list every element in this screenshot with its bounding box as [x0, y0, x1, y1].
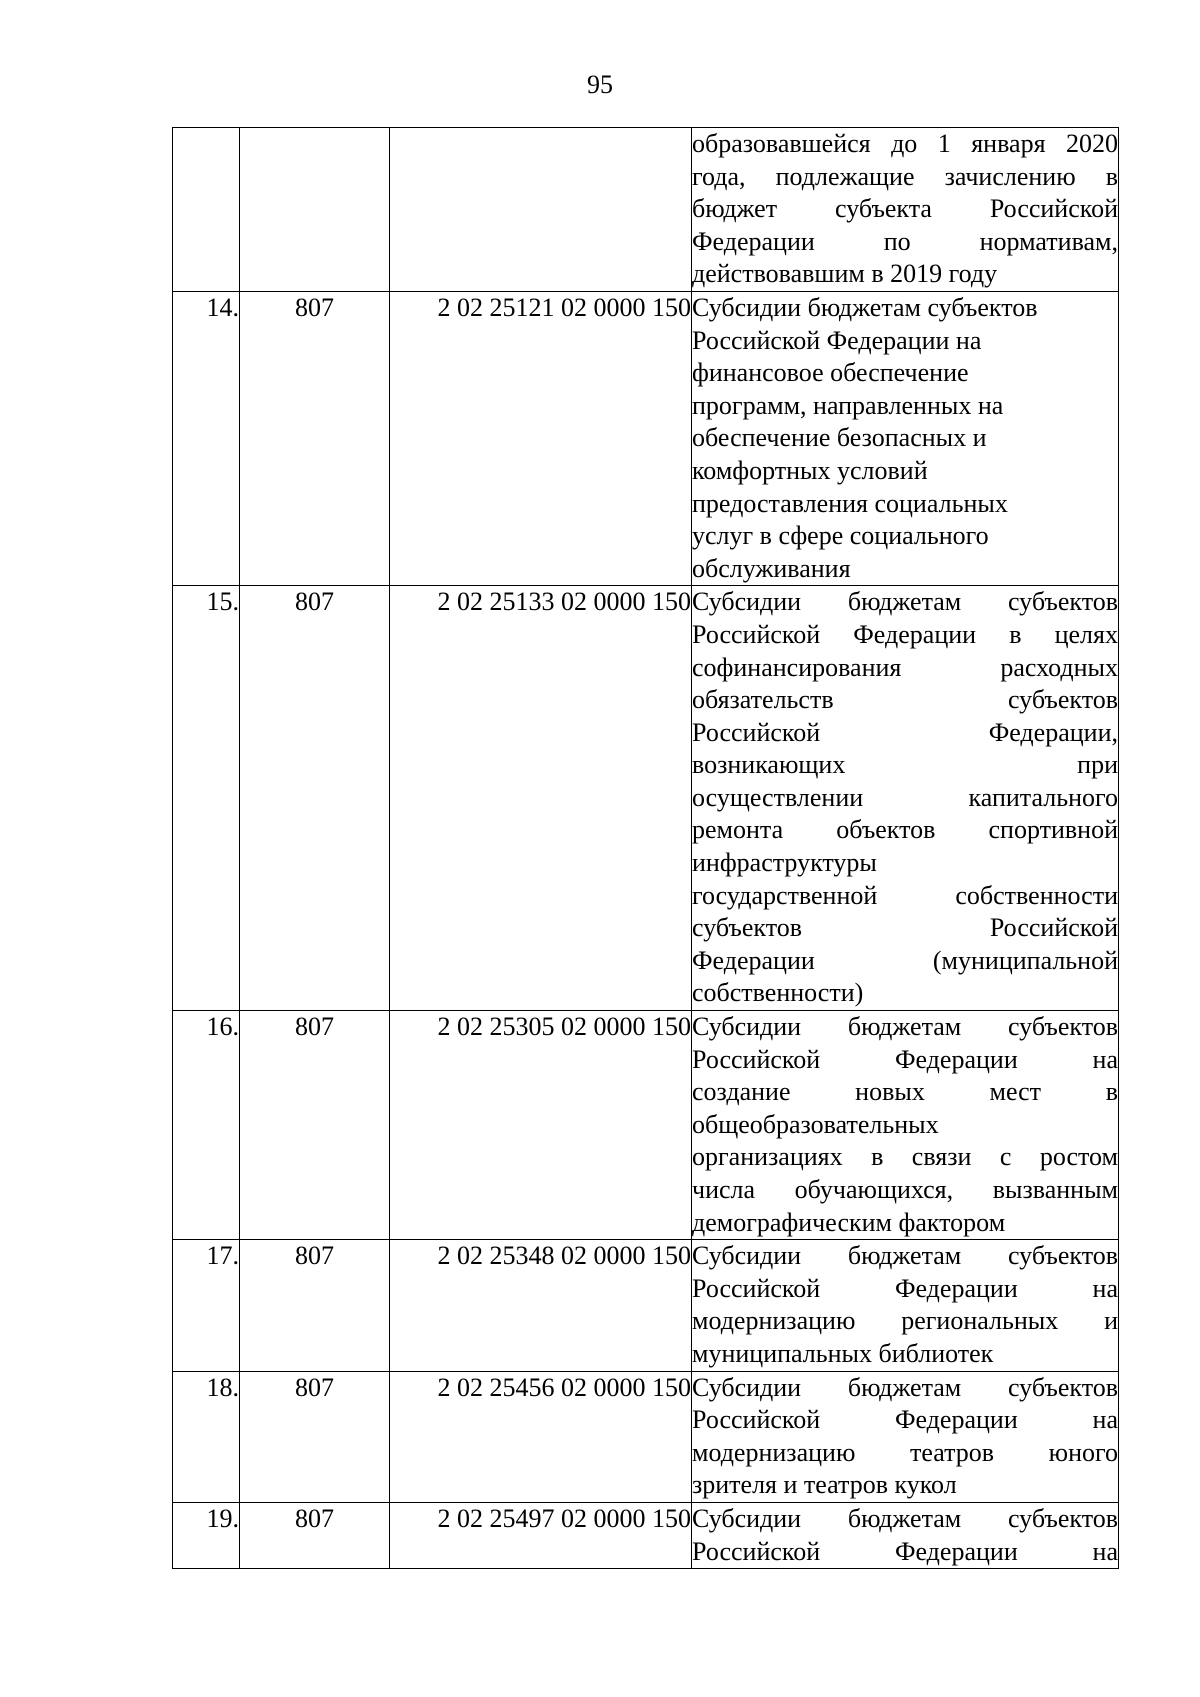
row-number-cell: 15.: [173, 586, 240, 1011]
description-line: Российской Федерации,: [692, 717, 1118, 747]
description-line: Федерации по нормативам,: [692, 226, 1118, 256]
revenue-description-cell: [692, 1240, 1119, 1371]
description-line: Субсидии бюджетам субъектов: [692, 292, 1038, 322]
revenue-description-cell: [692, 1371, 1119, 1502]
row-number-cell: 17.: [173, 1240, 240, 1371]
description-line: софинансирования расходных: [692, 652, 1118, 682]
description-line: комфортных условий: [692, 455, 928, 485]
administrator-code-cell: 807: [240, 586, 390, 1011]
budget-classification-code-cell: 2 02 25121 02 0000 150: [390, 291, 692, 585]
description-line: услуг в сфере социального: [692, 521, 989, 551]
budget-classification-code-cell: 2 02 25305 02 0000 150: [390, 1011, 692, 1240]
description-line: возникающих при: [692, 750, 1118, 780]
description-line: создание новых мест в: [692, 1077, 1118, 1107]
description-line: обязательств субъектов: [692, 685, 1118, 715]
table-row: [173, 1502, 1119, 1568]
description-line: Федерации (муниципальной: [692, 945, 1118, 975]
description-line: муниципальных библиотек: [692, 1338, 994, 1368]
description-line: инфраструктуры: [692, 848, 877, 878]
table-body: [173, 128, 1119, 1569]
administrator-code-cell: 807: [240, 291, 390, 585]
description-line: государственной собственности: [692, 880, 1118, 910]
administrator-code-cell: 807: [240, 1011, 390, 1240]
budget-classification-code-cell: 2 02 25497 02 0000 150: [390, 1502, 692, 1568]
table-row: [173, 1371, 1119, 1502]
description-line: Субсидии бюджетам субъектов: [692, 1372, 1118, 1402]
description-line: Субсидии бюджетам субъектов: [692, 587, 1118, 617]
description-line: Субсидии бюджетам субъектов: [692, 1012, 1118, 1042]
description-line: года, подлежащие зачислению в: [692, 161, 1118, 191]
description-line: действовавшим в 2019 году: [692, 259, 998, 289]
description-line: бюджет субъекта Российской: [692, 194, 1118, 224]
description-line: общеобразовательных: [692, 1109, 939, 1139]
description-line: организациях в связи с ростом: [692, 1142, 1118, 1172]
row-number-cell: 14.: [173, 291, 240, 585]
description-line: обеспечение безопасных и: [692, 423, 987, 453]
description-line: демографическим фактором: [692, 1207, 1006, 1237]
description-line: Российской Федерации на: [692, 1044, 1118, 1074]
description-line: Субсидии бюджетам субъектов: [692, 1503, 1118, 1533]
description-line: предоставления социальных: [692, 488, 1008, 518]
row-number-cell: 19.: [173, 1502, 240, 1568]
description-line: модернизацию региональных и: [692, 1306, 1118, 1336]
revenue-description-cell: [692, 128, 1119, 292]
row-number-cell: [173, 128, 240, 292]
table-row: [173, 586, 1119, 1011]
administrator-code-cell: 807: [240, 1371, 390, 1502]
revenue-description-cell: [692, 586, 1119, 1011]
budget-classification-code-cell: 2 02 25133 02 0000 150: [390, 586, 692, 1011]
revenue-description-cell: [692, 1502, 1119, 1568]
description-line: Субсидии бюджетам субъектов: [692, 1241, 1118, 1271]
administrator-code-cell: [240, 128, 390, 292]
budget-classification-code-cell: [390, 128, 692, 292]
description-line: программ, направленных на: [692, 390, 1004, 420]
budget-classification-code-cell: 2 02 25348 02 0000 150: [390, 1240, 692, 1371]
description-line: Российской Федерации в целях: [692, 619, 1118, 649]
administrator-code-cell: 807: [240, 1240, 390, 1371]
description-line: Российской Федерации на: [692, 1405, 1118, 1435]
table-row: [173, 128, 1119, 292]
row-number-cell: 18.: [173, 1371, 240, 1502]
table-row: [173, 291, 1119, 585]
row-number-cell: 16.: [173, 1011, 240, 1240]
budget-revenue-table: [172, 127, 1119, 1569]
description-line: числа обучающихся, вызванным: [692, 1175, 1118, 1204]
table-row: [173, 1240, 1119, 1371]
description-line: Российской Федерации на: [692, 1273, 1118, 1303]
description-line: модернизацию театров юного: [692, 1437, 1118, 1467]
description-line: собственности): [692, 978, 864, 1008]
budget-classification-code-cell: 2 02 25456 02 0000 150: [390, 1371, 692, 1502]
description-line: обслуживания: [692, 553, 851, 583]
description-line: финансовое обеспечение: [692, 358, 969, 388]
administrator-code-cell: 807: [240, 1502, 390, 1568]
description-line: образовавшейся до 1 января 2020: [692, 129, 1118, 158]
description-line: ремонта объектов спортивной: [692, 815, 1118, 845]
description-line: Российской Федерации на: [692, 325, 982, 355]
description-line: осуществлении капитального: [692, 782, 1118, 812]
revenue-description-cell: [692, 1011, 1119, 1240]
description-line: Российской Федерации на: [692, 1536, 1118, 1566]
description-line: субъектов Российской: [692, 913, 1118, 943]
table-row: [173, 1011, 1119, 1240]
revenue-description-cell: [692, 291, 1119, 585]
page-number: 95: [587, 70, 613, 99]
description-line: зрителя и театров кукол: [692, 1470, 957, 1500]
